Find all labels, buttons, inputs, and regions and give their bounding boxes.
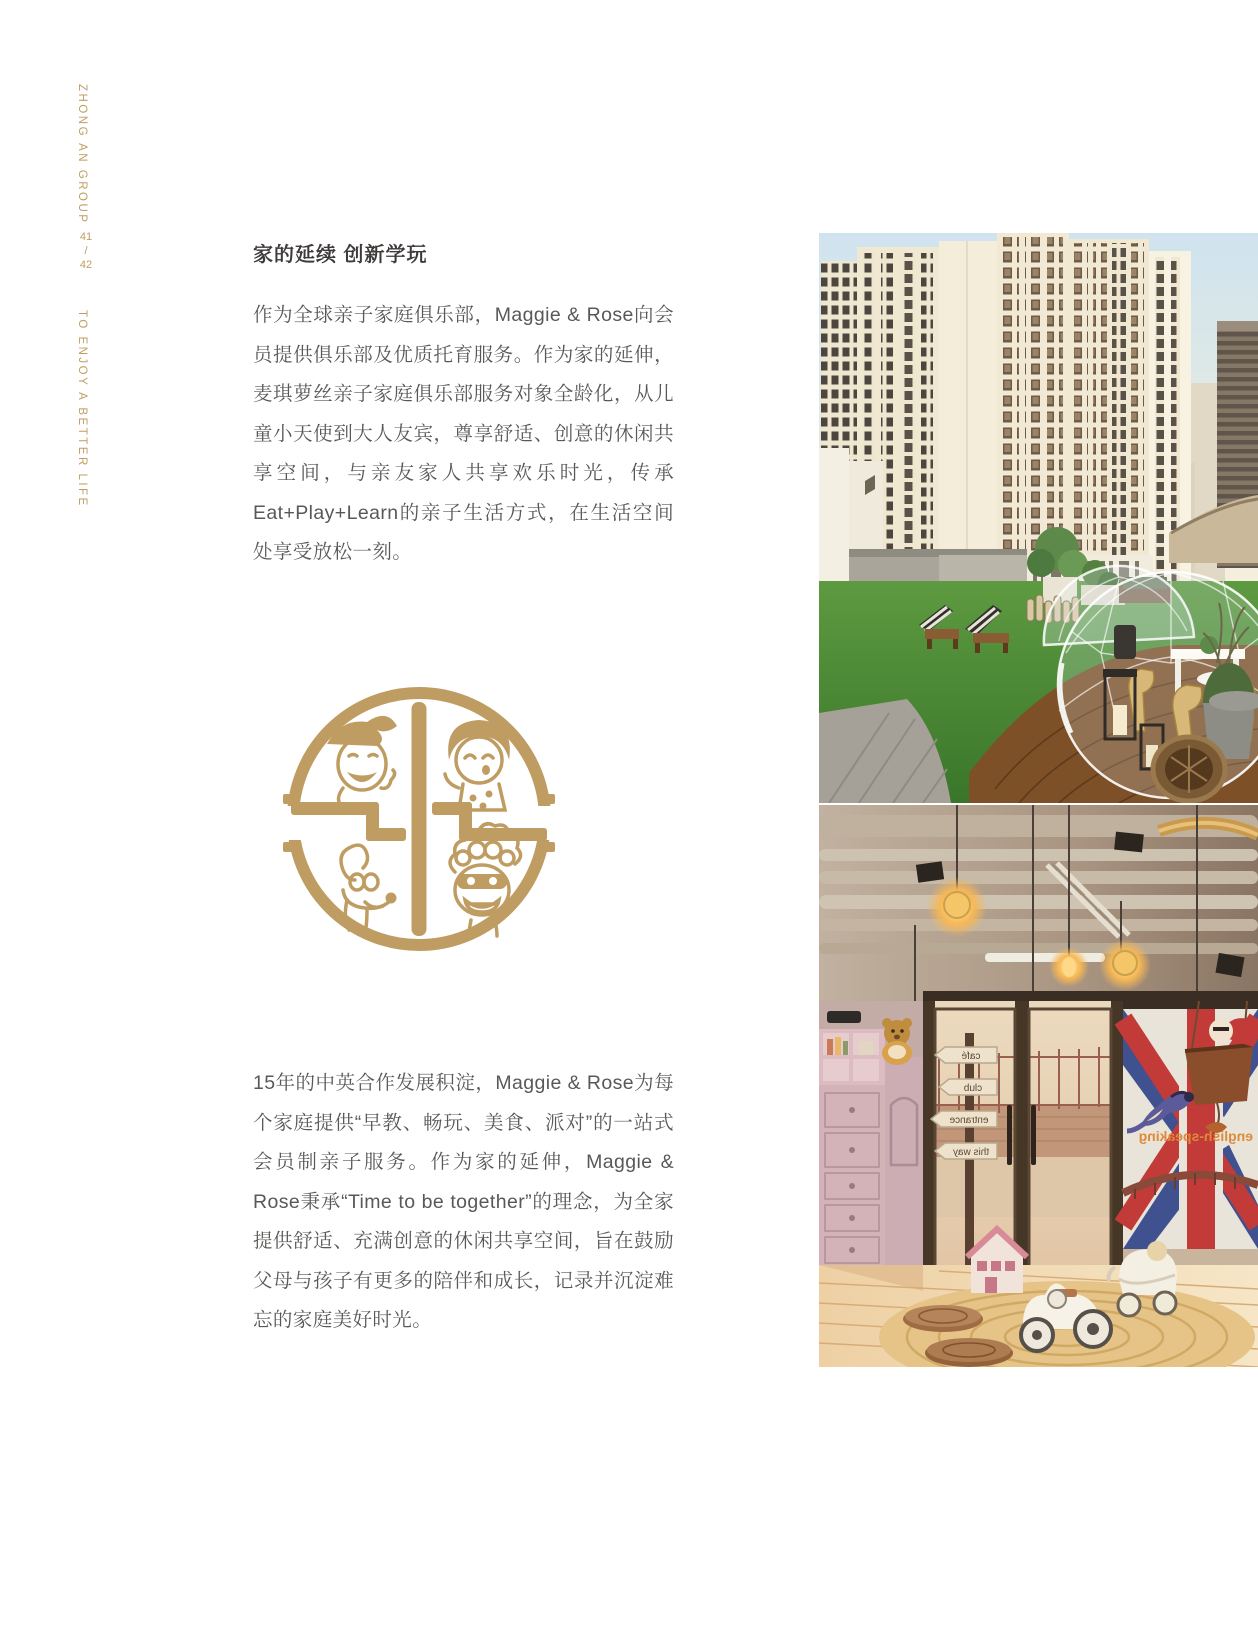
article-paragraph-1: 作为全球亲子家庭俱乐部，Maggie & Rose向会员提供俱乐部及优质托育服务。作为家的延伸，麦琪萝丝亲子家庭俱乐部服务对象全龄化，从儿童小天使到大人友宾，尊享舒适、创意的休闲共享空间，与亲友家人共享欢乐时光，传承Eat+Play+Learn的亲子生活方式，在生活空间处享受放松一刻。 [253, 304, 674, 563]
brand-vertical-label: ZHONG AN GROUP [76, 84, 88, 225]
rooftop-terrace-photo [819, 233, 1258, 803]
family-club-emblem-icon [283, 676, 555, 962]
article-heading: 家的延续 创新学玩 [253, 244, 428, 266]
page-number-separator: / [84, 245, 88, 257]
sign-cafe: café [961, 1051, 981, 1062]
sign-entrance: entrance [949, 1115, 989, 1126]
indoor-playroom-photo [819, 805, 1258, 1367]
article-paragraph-2: 15年的中英合作发展积淀，Maggie & Rose为每个家庭提供“早教、畅玩、美食、派对”的一站式会员制亲子服务。作为家的延伸，Maggie & Rose秉承“Time to be together”的理念，为全家提供舒适、充满创意的休闲共享空间，旨在鼓励父母与孩子有更多的陪伴和成长，记录并沉淀难忘的家庭美好时光。 [253, 1072, 674, 1331]
tagline-vertical-label: TO ENJOY A BETTER LIFE [76, 310, 88, 508]
page-number-top: 41 [79, 231, 93, 243]
window-decal-english-speaking: english-speaking [1138, 1128, 1253, 1144]
emblem-girl-character [445, 720, 510, 810]
page-number-bottom: 42 [79, 259, 93, 271]
pink-cabinet [819, 1001, 923, 1291]
page-number [73, 230, 99, 272]
sign-this-way: this way [952, 1147, 990, 1158]
sign-club: club [963, 1083, 983, 1094]
